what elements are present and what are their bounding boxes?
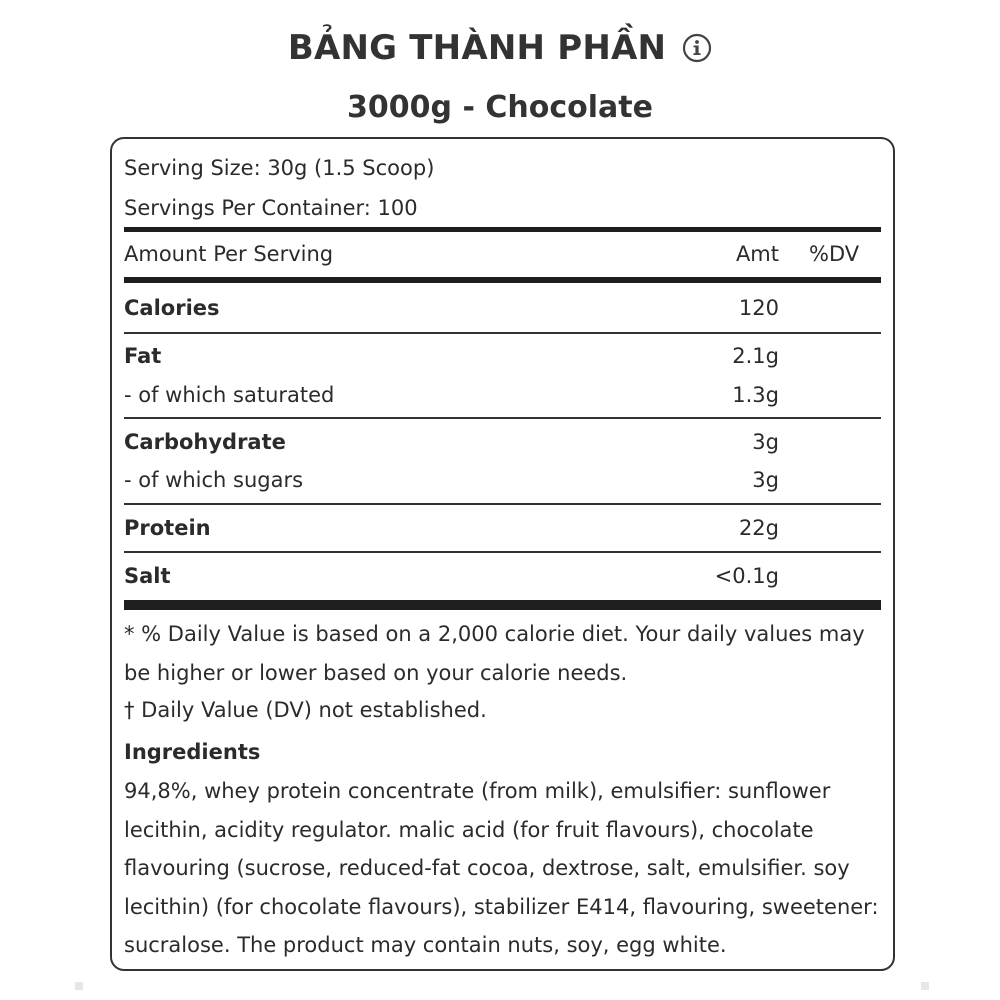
row-divider [124,551,881,553]
ingredients-title: Ingredients [124,740,261,764]
nutrient-amt-fat: 2.1g [732,344,779,368]
amt-column-header: Amt [735,242,779,266]
row-divider [124,417,881,419]
nutrient-name-protein: Protein [124,516,211,540]
product-subtitle: 3000g - Chocolate [347,90,653,125]
nutrient-name-carbohydrate: Carbohydrate [124,430,286,454]
nutrient-name-calories: Calories [124,296,220,320]
title-row [0,22,1000,74]
nutrient-amt-sugars: 3g [752,468,779,492]
thick-divider [124,227,881,232]
nutrient-amt-calories: 120 [738,296,779,320]
thick-divider [124,277,881,283]
ingredients-text: 94,8%, whey protein concentrate (from milk), emulsifier: sunflower lecithin, acidity regulator. malic acid (for fruit flavours), chocolate flavouring (sucrose, reduced-fat cocoa, dextrose, salt, emulsifier. soy lecithin) (for chocolate flavours), stabilizer E414, flavouring, sweetener: sucralose. The product may contain nuts, soy, egg white. [124,779,879,957]
dv-not-established-footnote: † Daily Value (DV) not established. [124,698,487,722]
amount-per-serving-header: Amount Per Serving [124,242,334,266]
nutrient-name-fat: Fat [124,344,162,368]
nutrient-name-sugars: - of which sugars [124,468,304,492]
page-title: BẢNG THÀNH PHẦN [287,28,667,68]
shadow-corner [75,982,83,990]
thick-divider [124,600,881,610]
nutrient-amt-salt: <0.1g [714,564,779,588]
nutrient-amt-carbohydrate: 3g [752,430,779,454]
servings-per-container: Servings Per Container: 100 [124,196,418,220]
dv-column-header: %DV [809,242,860,266]
nutrient-amt-protein: 22g [738,516,779,540]
row-divider [124,332,881,334]
shadow-corner [921,982,929,990]
nutrient-name-saturated: - of which saturated [124,383,335,407]
daily-value-footnote: * % Daily Value is based on a 2,000 calorie diet. Your daily values may be higher or lower based on your calorie needs. [124,622,865,685]
nutrient-amt-saturated: 1.3g [732,383,779,407]
nutrition-label [110,137,895,971]
info-circle-icon[interactable] [682,33,712,63]
row-divider [124,503,881,505]
nutrient-name-salt: Salt [124,564,171,588]
serving-size: Serving Size: 30g (1.5 Scoop) [124,156,435,180]
